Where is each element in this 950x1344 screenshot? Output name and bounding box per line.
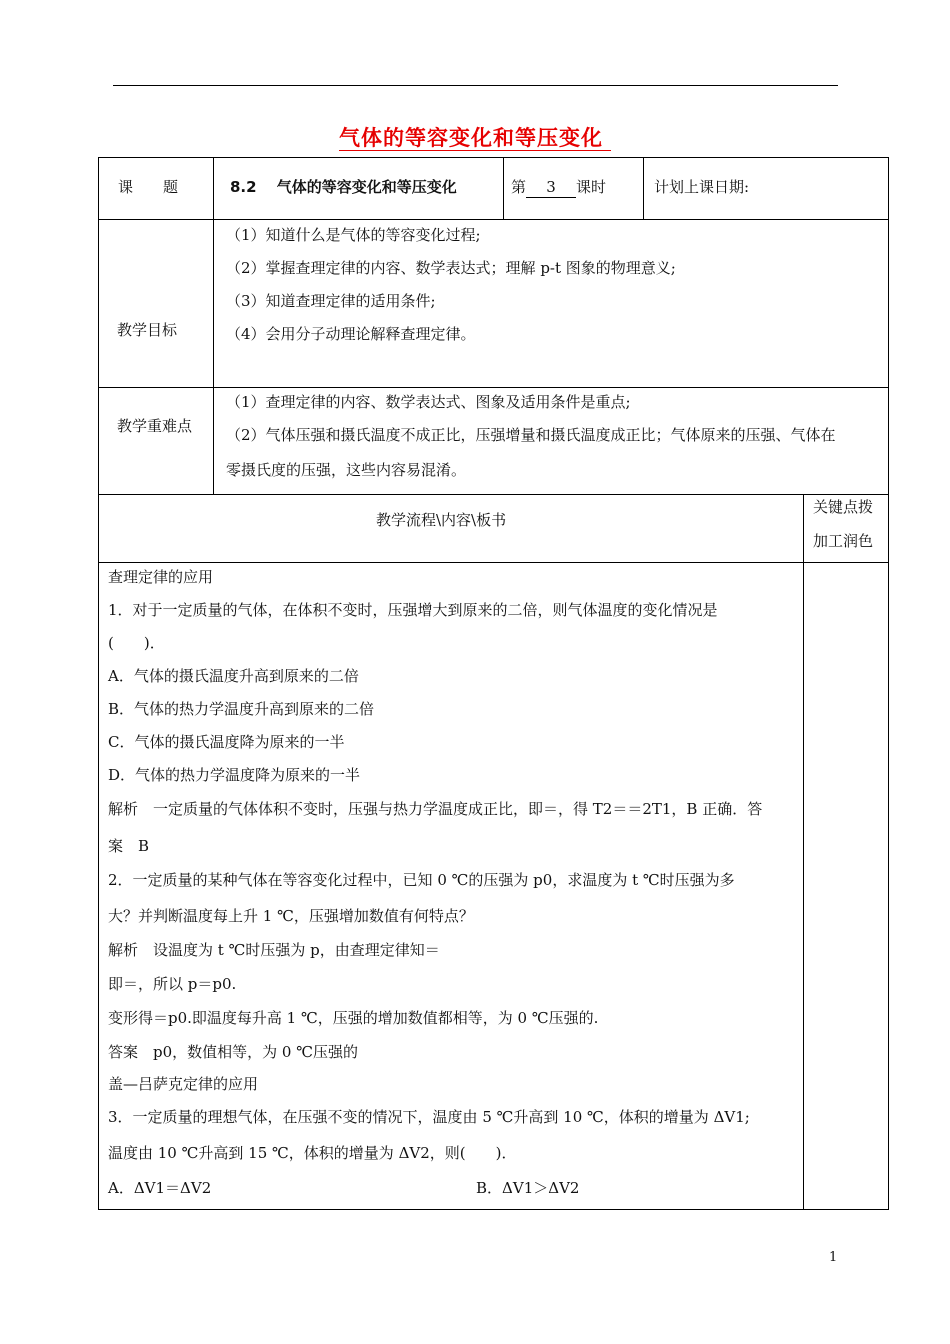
topic-label: 课 题 (118, 178, 179, 196)
lesson-count: 第 3 课时 (511, 178, 607, 196)
analysis-1-cont: 案 B (108, 837, 150, 855)
analysis-1: 解析 一定质量的气体体积不变时，压强与热力学温度成正比，即＝，得 T2＝＝2T1，B 正确．答 (108, 800, 763, 818)
goal-2: （2）掌握查理定律的内容、数学表达式；理解 p-t 图象的物理意义; (226, 259, 676, 277)
option-3b: B．ΔV1＞ΔV2 (476, 1179, 580, 1197)
key-point-2: （2）气体压强和摄氏温度不成正比，压强增量和摄氏温度成正比；气体原来的压强、气体在 (226, 426, 836, 444)
option-d: D．气体的热力学温度降为原来的一半 (108, 766, 361, 784)
topic-value: 8.2 气体的等容变化和等压变化 (230, 178, 457, 196)
question-2: 2．一定质量的某种气体在等容变化过程中，已知 0 ℃的压强为 p0，求温度为 t ℃时压强为多 (108, 871, 735, 889)
goals-label: 教学目标 (117, 321, 178, 339)
question-3-cont: 温度由 10 ℃升高到 15 ℃，体积的增量为 ΔV2，则( )． (108, 1144, 517, 1162)
goal-1: （1）知道什么是气体的等容变化过程; (226, 226, 481, 244)
section-heading-2: 盖—吕萨克定律的应用 (108, 1075, 259, 1093)
key-point-1: （1）查理定律的内容、数学表达式、图象及适用条件是重点; (226, 393, 631, 411)
plan-date-label: 计划上课日期: (654, 178, 750, 196)
key-point-3: 零摄氏度的压强，这些内容易混淆。 (226, 461, 467, 479)
question-1: 1．对于一定质量的气体，在体积不变时，压强增大到原来的二倍，则气体温度的变化情况是 (108, 601, 718, 619)
option-3a: A．ΔV1＝ΔV2 (108, 1179, 212, 1197)
section-heading: 查理定律的应用 (108, 568, 214, 586)
page-number: 1 (829, 1250, 838, 1265)
answer-2: 答案 p0，数值相等，为 0 ℃压强的 (108, 1043, 359, 1061)
header-rule (113, 85, 838, 86)
flow-header: 教学流程\内容\板书 (376, 511, 507, 529)
option-c: C．气体的摄氏温度降为原来的一半 (108, 733, 345, 751)
key-points-label: 教学重难点 (117, 417, 193, 435)
question-3: 3．一定质量的理想气体，在压强不变的情况下，温度由 5 ℃升高到 10 ℃，体积的增量为 ΔV1; (108, 1108, 750, 1126)
goal-4: （4）会用分子动理论解释查理定律。 (226, 325, 476, 343)
side-header-1: 关键点拨 (813, 498, 874, 516)
analysis-2-line2: 即＝，所以 p＝p0. (108, 975, 237, 993)
goal-3: （3）知道查理定律的适用条件; (226, 292, 436, 310)
analysis-2: 解析 设温度为 t ℃时压强为 p，由查理定律知＝ (108, 941, 440, 959)
analysis-2-line3: 变形得＝p0.即温度每升高 1 ℃，压强的增加数值都相等，为 0 ℃压强的. (108, 1009, 599, 1027)
option-b: B．气体的热力学温度升高到原来的二倍 (108, 700, 375, 718)
question-2-cont: 大？并判断温度每上升 1 ℃，压强增加数值有何特点？ (108, 907, 474, 925)
side-header-2: 加工润色 (813, 532, 874, 550)
document-title: 气体的等容变化和等压变化 (0, 122, 950, 152)
option-a: A．气体的摄氏温度升高到原来的二倍 (108, 667, 359, 685)
question-1-cont: ( )． (108, 634, 165, 652)
